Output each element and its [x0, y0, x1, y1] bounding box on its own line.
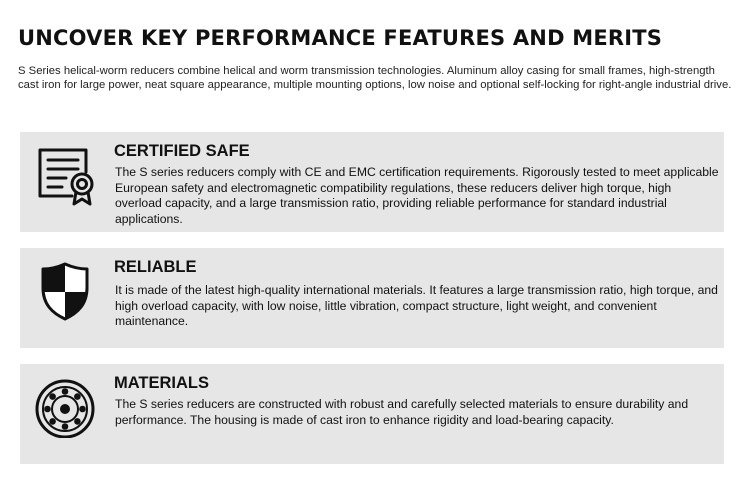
page-title: UNCOVER KEY PERFORMANCE FEATURES AND MERITS	[18, 26, 663, 50]
intro-paragraph: S Series helical-worm reducers combine helical and worm transmission technologies. Aluminum alloy casing for small frames, high-strength cast iron for large power, neat square appearance, multiple mounting options, low noise and optional self-locking for right-angle industrial drive.	[18, 65, 732, 91]
feature-description: It is made of the latest high-quality international materials. It features a large transmission ratio, high torque, and high overload capacity, with low noise, little vibration, compact structure, light weight, and convenient maintenance.	[115, 283, 718, 328]
bearing-icon	[34, 376, 96, 438]
feature-title: CERTIFIED SAFE	[114, 142, 250, 160]
feature-description: The S series reducers are constructed with robust and carefully selected materials to ensure durability and performance. The housing is made of cast iron to enhance rigidity and load-bearing capacity.	[115, 397, 689, 427]
feature-card-reliable	[20, 248, 724, 348]
feature-title: MATERIALS	[114, 374, 210, 392]
feature-title: RELIABLE	[114, 258, 197, 276]
feature-card-materials	[20, 364, 724, 464]
feature-card-certified-safe	[20, 132, 724, 232]
shield-icon	[34, 260, 96, 322]
feature-description: The S series reducers comply with CE and EMC certification requirements. Rigorously tested to meet applicable European safety and electromagnetic compatibility regulations, these reducers deliver high torque, high overload capacity, and a large transmission ratio, providing reliable performance for standard industrial applications.	[115, 165, 719, 226]
certificate-icon	[34, 144, 96, 206]
